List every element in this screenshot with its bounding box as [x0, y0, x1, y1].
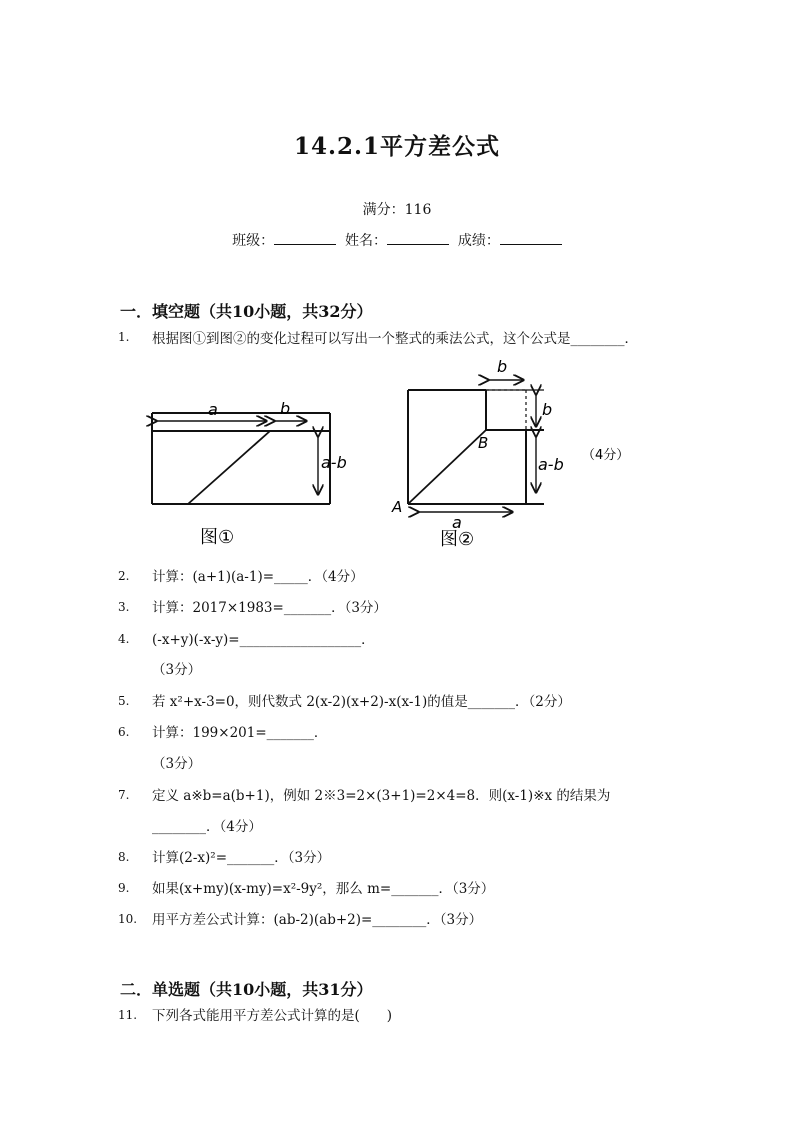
page-title: 14.2.1平方差公式 — [293, 133, 501, 160]
question-number: 8. — [118, 850, 130, 864]
score-blank[interactable] — [500, 230, 562, 245]
question-number: 6. — [118, 725, 130, 739]
question-1-points: （4分） — [582, 448, 630, 463]
class-blank[interactable] — [274, 230, 336, 245]
question-number: 7. — [118, 788, 130, 802]
name-blank[interactable] — [387, 230, 449, 245]
question-text: 用平方差公式计算：(ab-2)(ab+2)=________．（3分） — [152, 912, 483, 928]
question-number: 4. — [118, 632, 130, 646]
question-continuation: ________．（4分） — [152, 819, 262, 835]
question-number: 10. — [118, 912, 138, 926]
name-label: 姓名： — [345, 233, 387, 249]
question-text: 根据图①到图②的变化过程可以写出一个整式的乘法公式，这个公式是________． — [152, 331, 638, 347]
score-label: 成绩： — [457, 233, 500, 249]
class-label: 班级： — [232, 233, 275, 249]
label-point-B: B — [478, 434, 489, 452]
figure-1 — [152, 399, 347, 548]
question-text: 计算：(a+1)(a-1)=_____．（4分） — [152, 569, 364, 585]
question-points: （3分） — [152, 662, 202, 678]
label-a-2: a — [452, 513, 462, 532]
question-number: 3. — [118, 600, 130, 614]
question-text: (-x+y)(-x-y)=__________________． — [152, 632, 375, 648]
question-text: 定义 a※b=a(b+1)，例如 2※3=2×(3+1)=2×4=8．则(x-1)※x 的结果为 — [152, 788, 611, 804]
figure-2 — [391, 357, 629, 550]
question-text: 若 x²+x-3=0，则代数式 2(x-2)(x+2)-x(x-1)的值是_______．（2分） — [152, 694, 571, 710]
question-number: 1. — [118, 330, 130, 344]
label-a-minus-b: a-b — [321, 453, 347, 472]
label-b: b — [280, 399, 291, 418]
question-number: 5. — [118, 694, 130, 708]
label-b-3: b — [542, 400, 553, 419]
question-text: 计算：199×201=_______． — [152, 725, 328, 741]
figure-2-label: 图② — [440, 529, 475, 550]
figure-diagram — [140, 352, 660, 557]
question-text: 计算(2-x)²=_______．（3分） — [152, 850, 331, 866]
full-score: 满分：116 — [362, 202, 432, 218]
student-info-line — [0, 230, 794, 250]
question-points: （3分） — [152, 756, 202, 772]
label-a: a — [208, 400, 218, 419]
question-number: 9. — [118, 881, 130, 895]
section-heading-fill-blank: 一．填空题（共10小题，共32分） — [120, 302, 373, 321]
section-heading-single-choice: 二．单选题（共10小题，共31分） — [120, 980, 373, 999]
question-text: 计算：2017×1983=_______．（3分） — [152, 600, 387, 616]
question-number: 2. — [118, 569, 130, 583]
label-a-minus-b-2: a-b — [538, 455, 564, 474]
label-point-A: A — [392, 498, 403, 516]
question-text: 如果(x+my)(x-my)=x²-9y²，那么 m=_______．（3分） — [152, 881, 495, 897]
question-number: 11. — [118, 1008, 138, 1022]
label-b-2: b — [497, 357, 508, 376]
figure-1-label: 图① — [200, 527, 235, 548]
question-text: 下列各式能用平方差公式计算的是( ) — [152, 1008, 393, 1024]
